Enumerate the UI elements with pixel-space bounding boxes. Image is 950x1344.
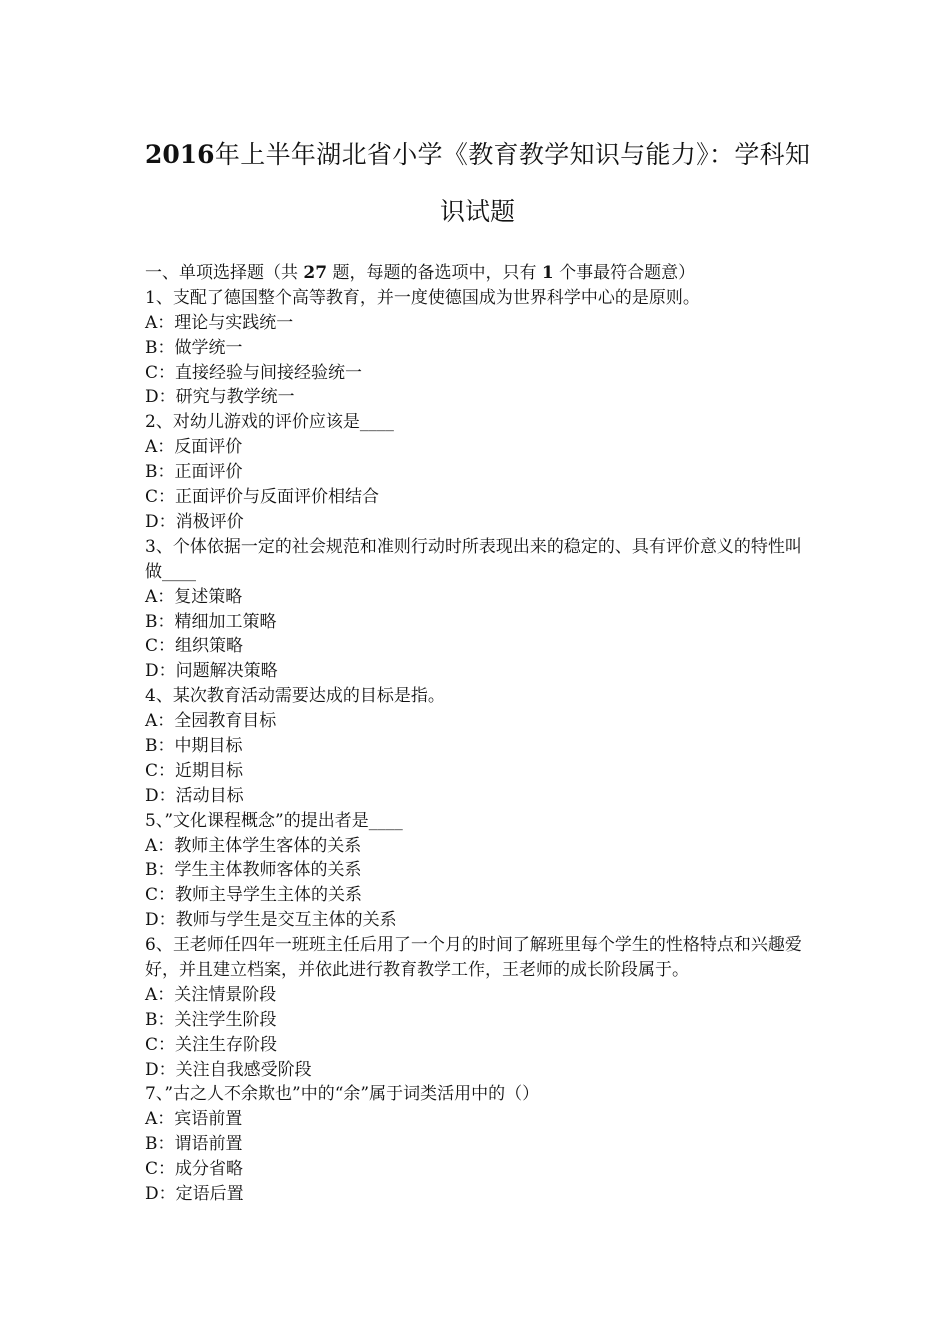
option-b: B：谓语前置 bbox=[145, 1134, 243, 1155]
question-stem: 6、王老师任四年一班班主任后用了一个月的时间了解班里每个学生的性格特点和兴趣爱好，并且建立档案，并依此进行教育教学工作，王老师的成长阶段属于。 bbox=[145, 935, 802, 980]
option-a: A：复述策略 bbox=[145, 586, 243, 607]
question-stem: 4、某次教育活动需要达成的目标是指。 bbox=[145, 686, 445, 707]
section-heading: 一、单项选择题（共 27 题，每题的备选项中，只有 1 个事最符合题意） bbox=[145, 263, 696, 283]
option-d: D：活动目标 bbox=[145, 785, 244, 806]
option-b: B：精细加工策略 bbox=[145, 611, 277, 632]
document-body bbox=[145, 261, 810, 1207]
option-a: A：教师主体学生客体的关系 bbox=[145, 835, 362, 856]
option-b: B：学生主体教师客体的关系 bbox=[145, 860, 362, 881]
title-year: 2016 bbox=[145, 140, 215, 169]
question-stem: 2、对幼儿游戏的评价应该是____ bbox=[145, 412, 394, 433]
option-c: C：近期目标 bbox=[145, 760, 244, 781]
option-d: D：问题解决策略 bbox=[145, 661, 278, 682]
option-c: C：成分省略 bbox=[145, 1159, 244, 1180]
option-b: B：做学统一 bbox=[145, 337, 243, 358]
option-d: D：关注自我感受阶段 bbox=[145, 1059, 312, 1080]
option-d: D：教师与学生是交互主体的关系 bbox=[145, 910, 397, 931]
option-c: C：直接经验与间接经验统一 bbox=[145, 362, 363, 383]
question-stem: 1、支配了德国整个高等教育，并一度使德国成为世界科学中心的是原则。 bbox=[145, 287, 700, 308]
option-d: D：定语后置 bbox=[145, 1184, 244, 1205]
option-b: B：中期目标 bbox=[145, 735, 243, 756]
option-c: C：正面评价与反面评价相结合 bbox=[145, 487, 380, 508]
option-a: A：关注情景阶段 bbox=[145, 984, 277, 1005]
option-c: C：组织策略 bbox=[145, 636, 244, 657]
option-d: D：消极评价 bbox=[145, 511, 244, 532]
option-a: A：理论与实践统一 bbox=[145, 312, 294, 333]
option-b: B：关注学生阶段 bbox=[145, 1009, 277, 1030]
option-a: A：反面评价 bbox=[145, 437, 243, 458]
question-stem: 7、”古之人不余欺也”中的“余”属于词类活用中的（） bbox=[145, 1084, 540, 1105]
option-a: A：全园教育目标 bbox=[145, 711, 277, 732]
question-stem: 5、”文化课程概念”的提出者是____ bbox=[145, 810, 403, 831]
option-c: C：教师主导学生主体的关系 bbox=[145, 885, 363, 906]
title-text: 年上半年湖北省小学《教育教学知识与能力》：学科知识试题 bbox=[214, 140, 810, 226]
option-c: C：关注生存阶段 bbox=[145, 1034, 278, 1055]
option-a: A：宾语前置 bbox=[145, 1109, 243, 1130]
option-b: B：正面评价 bbox=[145, 462, 243, 483]
question-stem: 3、个体依据一定的社会规范和准则行动时所表现出来的稳定的、具有评价意义的特性叫做____ bbox=[145, 536, 802, 582]
document-title bbox=[145, 126, 810, 240]
option-d: D：研究与教学统一 bbox=[145, 387, 295, 408]
